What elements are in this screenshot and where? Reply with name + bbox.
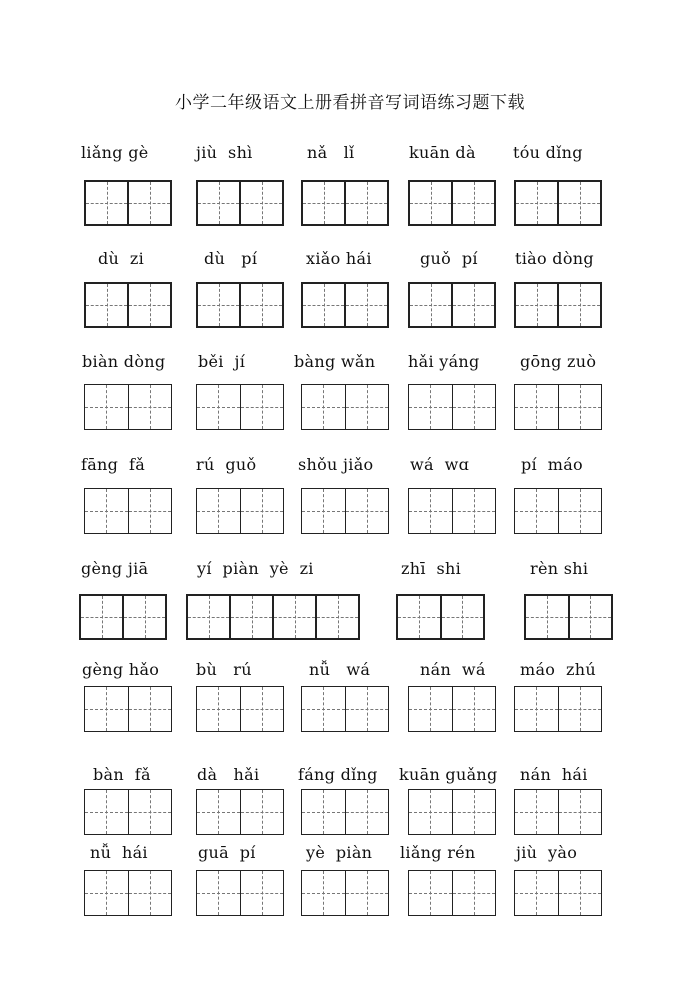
- pinyin-label: gōng zuò: [520, 352, 597, 371]
- tianzige-cell[interactable]: [516, 284, 559, 326]
- pinyin-label: jiù yào: [516, 843, 578, 862]
- tianzige-cell[interactable]: [346, 687, 389, 731]
- writing-grid[interactable]: [79, 594, 167, 640]
- tianzige-cell[interactable]: [409, 871, 453, 915]
- tianzige-cell[interactable]: [515, 489, 559, 533]
- pinyin-label: guǒ pí: [420, 249, 478, 268]
- pinyin-label: rú guǒ: [196, 455, 257, 474]
- tianzige-cell[interactable]: [398, 596, 442, 638]
- pinyin-label: dù zi: [98, 249, 145, 268]
- tianzige-cell[interactable]: [346, 871, 389, 915]
- tianzige-cell[interactable]: [303, 284, 346, 326]
- tianzige-cell[interactable]: [453, 687, 496, 731]
- writing-grid[interactable]: [196, 282, 284, 328]
- pinyin-label: fāng fǎ: [81, 455, 146, 474]
- writing-grid[interactable]: [301, 488, 389, 534]
- tianzige-cell[interactable]: [129, 871, 172, 915]
- tianzige-cell[interactable]: [197, 790, 241, 834]
- tianzige-cell[interactable]: [197, 871, 241, 915]
- writing-grid[interactable]: [408, 686, 496, 732]
- tianzige-cell[interactable]: [317, 596, 358, 638]
- pinyin-label: nán wá: [420, 660, 486, 679]
- tianzige-cell[interactable]: [197, 385, 241, 429]
- pinyin-label: tiào dòng: [515, 249, 594, 268]
- tianzige-cell[interactable]: [559, 871, 602, 915]
- tianzige-cell[interactable]: [515, 385, 559, 429]
- tianzige-cell[interactable]: [231, 596, 274, 638]
- tianzige-cell[interactable]: [302, 385, 346, 429]
- tianzige-cell[interactable]: [188, 596, 231, 638]
- writing-grid[interactable]: [514, 870, 602, 916]
- writing-grid[interactable]: [301, 789, 389, 835]
- tianzige-cell[interactable]: [198, 284, 241, 326]
- tianzige-cell[interactable]: [85, 871, 129, 915]
- writing-grid[interactable]: [524, 594, 613, 640]
- tianzige-cell[interactable]: [559, 489, 602, 533]
- pinyin-label: wá wɑ: [410, 455, 470, 474]
- tianzige-cell[interactable]: [86, 284, 129, 326]
- pinyin-label: rèn shi: [530, 559, 589, 578]
- pinyin-label: bàng wǎn: [294, 352, 376, 371]
- pinyin-label: jiù shì: [196, 143, 253, 162]
- page-title: 小学二年级语文上册看拼音写词语练习题下载: [175, 93, 525, 113]
- writing-grid[interactable]: [514, 384, 602, 430]
- tianzige-cell[interactable]: [453, 284, 494, 326]
- tianzige-cell[interactable]: [197, 687, 241, 731]
- pinyin-label: xiǎo hái: [306, 249, 372, 268]
- pinyin-label: yí piàn yè zi: [197, 559, 314, 578]
- writing-grid[interactable]: [408, 870, 496, 916]
- writing-grid[interactable]: [396, 594, 485, 640]
- tianzige-cell[interactable]: [346, 284, 387, 326]
- pinyin-label: tóu dǐng: [513, 143, 583, 162]
- tianzige-cell[interactable]: [559, 182, 600, 224]
- writing-grid[interactable]: [301, 870, 389, 916]
- pinyin-label: dù pí: [204, 249, 258, 268]
- pinyin-label: kuān guǎng: [399, 765, 498, 784]
- writing-grid[interactable]: [408, 180, 496, 226]
- pinyin-label: nǚ wá: [309, 660, 371, 679]
- pinyin-label: nán hái: [520, 765, 588, 784]
- tianzige-cell[interactable]: [85, 385, 129, 429]
- writing-grid[interactable]: [301, 686, 389, 732]
- tianzige-cell[interactable]: [302, 871, 346, 915]
- tianzige-cell[interactable]: [197, 489, 241, 533]
- writing-grid[interactable]: [84, 180, 172, 226]
- writing-grid[interactable]: [301, 282, 389, 328]
- pinyin-label: gèng hǎo: [82, 660, 160, 679]
- tianzige-cell[interactable]: [346, 790, 389, 834]
- writing-grid[interactable]: [84, 384, 172, 430]
- writing-grid[interactable]: [84, 282, 172, 328]
- tianzige-cell[interactable]: [129, 182, 170, 224]
- pinyin-label: fáng dǐng: [298, 765, 378, 784]
- writing-grid[interactable]: [196, 384, 284, 430]
- pinyin-label: pí máo: [521, 455, 583, 474]
- tianzige-cell[interactable]: [81, 596, 124, 638]
- tianzige-cell[interactable]: [570, 596, 612, 638]
- tianzige-cell[interactable]: [303, 182, 346, 224]
- tianzige-cell[interactable]: [346, 385, 389, 429]
- tianzige-cell[interactable]: [442, 596, 484, 638]
- tianzige-cell[interactable]: [515, 687, 559, 731]
- pinyin-label: liǎng rén: [400, 843, 476, 862]
- tianzige-cell[interactable]: [241, 284, 282, 326]
- tianzige-cell[interactable]: [85, 790, 129, 834]
- writing-grid[interactable]: [514, 488, 602, 534]
- writing-grid[interactable]: [196, 870, 284, 916]
- tianzige-cell[interactable]: [453, 182, 494, 224]
- pinyin-label: guā pí: [198, 843, 256, 862]
- pinyin-label: gèng jiā: [81, 559, 149, 578]
- pinyin-label: yè piàn: [306, 843, 373, 862]
- tianzige-cell[interactable]: [198, 182, 241, 224]
- tianzige-cell[interactable]: [559, 790, 602, 834]
- tianzige-cell[interactable]: [302, 790, 346, 834]
- tianzige-cell[interactable]: [409, 790, 453, 834]
- writing-grid[interactable]: [514, 180, 602, 226]
- tianzige-cell[interactable]: [453, 790, 496, 834]
- pinyin-label: hǎi yáng: [408, 352, 480, 371]
- writing-grid[interactable]: [84, 488, 172, 534]
- tianzige-cell[interactable]: [453, 385, 496, 429]
- writing-grid[interactable]: [196, 180, 284, 226]
- writing-grid[interactable]: [408, 488, 496, 534]
- writing-grid[interactable]: [301, 384, 389, 430]
- tianzige-cell[interactable]: [526, 596, 570, 638]
- pinyin-label: kuān dà: [409, 143, 476, 162]
- tianzige-cell[interactable]: [515, 790, 559, 834]
- tianzige-cell[interactable]: [241, 489, 284, 533]
- tianzige-cell[interactable]: [410, 182, 453, 224]
- pinyin-label: dà hǎi: [197, 765, 260, 784]
- tianzige-cell[interactable]: [409, 687, 453, 731]
- writing-grid[interactable]: [514, 686, 602, 732]
- writing-grid[interactable]: [408, 282, 496, 328]
- tianzige-cell[interactable]: [302, 489, 346, 533]
- tianzige-cell[interactable]: [129, 790, 172, 834]
- tianzige-cell[interactable]: [85, 687, 129, 731]
- tianzige-cell[interactable]: [85, 489, 129, 533]
- tianzige-cell[interactable]: [129, 489, 172, 533]
- tianzige-cell[interactable]: [346, 182, 387, 224]
- writing-grid[interactable]: [196, 789, 284, 835]
- pinyin-label: biàn dòng: [82, 352, 166, 371]
- tianzige-cell[interactable]: [241, 687, 284, 731]
- pinyin-label: běi jí: [198, 352, 246, 371]
- pinyin-label: nǚ hái: [90, 843, 148, 862]
- tianzige-cell[interactable]: [453, 871, 496, 915]
- writing-grid[interactable]: [84, 870, 172, 916]
- pinyin-label: shǒu jiǎo: [298, 455, 374, 474]
- tianzige-cell[interactable]: [86, 182, 129, 224]
- tianzige-cell[interactable]: [302, 687, 346, 731]
- tianzige-cell[interactable]: [559, 284, 600, 326]
- tianzige-cell[interactable]: [410, 284, 453, 326]
- tianzige-cell[interactable]: [515, 871, 559, 915]
- writing-grid[interactable]: [514, 789, 602, 835]
- writing-grid[interactable]: [408, 789, 496, 835]
- pinyin-label: nǎ lǐ: [307, 143, 355, 162]
- pinyin-label: bù rú: [196, 660, 252, 679]
- writing-grid[interactable]: [84, 789, 172, 835]
- tianzige-cell[interactable]: [241, 790, 284, 834]
- tianzige-cell[interactable]: [453, 489, 496, 533]
- pinyin-label: máo zhú: [520, 660, 596, 679]
- writing-grid[interactable]: [408, 384, 496, 430]
- tianzige-cell[interactable]: [346, 489, 389, 533]
- tianzige-cell[interactable]: [241, 182, 282, 224]
- writing-grid[interactable]: [196, 686, 284, 732]
- tianzige-cell[interactable]: [124, 596, 165, 638]
- writing-grid[interactable]: [196, 488, 284, 534]
- writing-grid[interactable]: [84, 686, 172, 732]
- tianzige-cell[interactable]: [129, 284, 170, 326]
- writing-grid[interactable]: [514, 282, 602, 328]
- tianzige-cell[interactable]: [559, 385, 602, 429]
- tianzige-cell[interactable]: [129, 687, 172, 731]
- pinyin-label: bàn fǎ: [93, 765, 151, 784]
- tianzige-cell[interactable]: [129, 385, 172, 429]
- pinyin-label: liǎng gè: [81, 143, 149, 162]
- tianzige-cell[interactable]: [559, 687, 602, 731]
- tianzige-cell[interactable]: [241, 871, 284, 915]
- tianzige-cell[interactable]: [274, 596, 317, 638]
- tianzige-cell[interactable]: [409, 385, 453, 429]
- tianzige-cell[interactable]: [241, 385, 284, 429]
- writing-grid[interactable]: [186, 594, 360, 640]
- pinyin-label: zhī shi: [401, 559, 462, 578]
- tianzige-cell[interactable]: [516, 182, 559, 224]
- tianzige-cell[interactable]: [409, 489, 453, 533]
- writing-grid[interactable]: [301, 180, 389, 226]
